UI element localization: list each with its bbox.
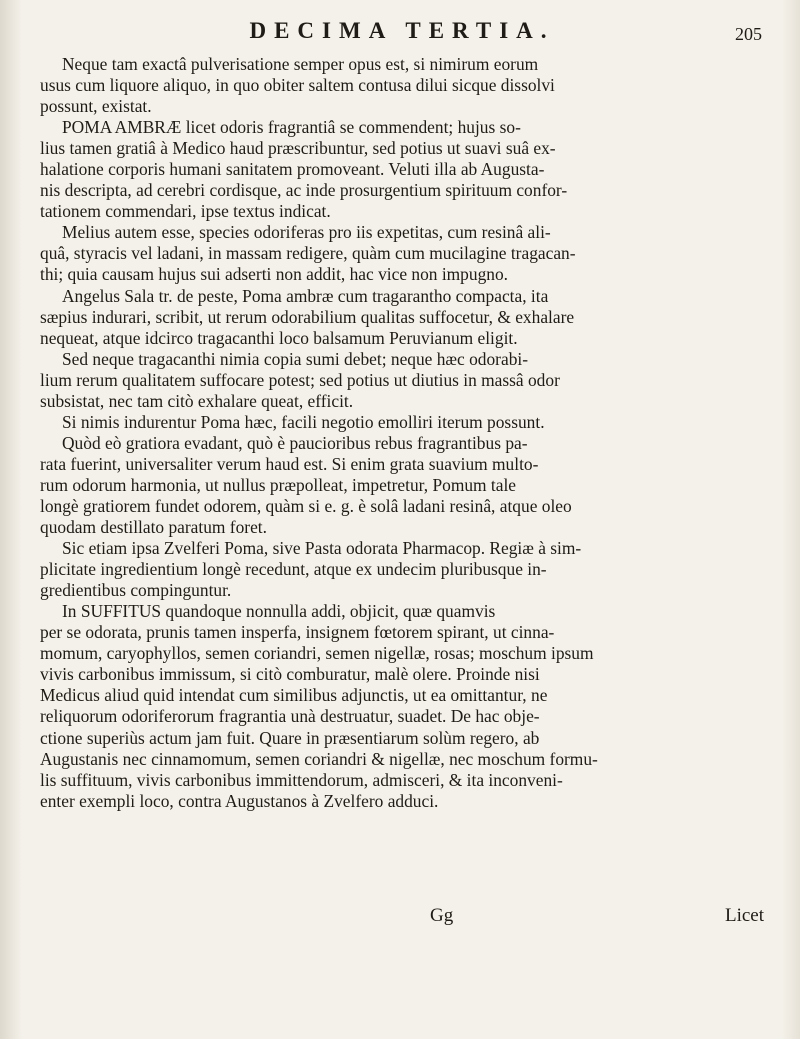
text-line: Sic etiam ipsa Zvelferi Poma, sive Pasta odorata Pharmacop. Regiæ à sim- [62, 538, 582, 559]
text-line: possunt, existat. [40, 96, 152, 117]
text-line: lis suffituum, vivis carbonibus immittendorum, admisceri, & ita inconveni- [40, 769, 563, 790]
text-line: per se odorata, prunis tamen insperfa, insignem fœtorem spirant, ut cinna- [40, 622, 555, 643]
text-line: lium rerum qualitatem suffocare potest; sed potius ut diutius in massâ odor [40, 369, 560, 390]
text-line: nis descripta, ad cerebri cordisque, ac inde prosurgentium spirituum confor- [40, 180, 568, 201]
text-line: thi; quia causam hujus sui adserti non addit, hac vice non impugno. [40, 264, 509, 285]
page-gutter-shadow [0, 0, 22, 1039]
text-line: Augustanis nec cinnamomum, semen coriandri & nigellæ, nec moschum formu- [40, 748, 598, 769]
text-line: reliquorum odoriferorum fragrantia unà destruatur, suadet. De hac obje- [40, 706, 540, 727]
text-line: Quòd eò gratiora evadant, quò è paucioribus rebus fragrantibus pa- [62, 432, 528, 453]
page-header [40, 14, 764, 52]
text-line: quâ, styracis vel ladani, in massam redigere, quàm cum mucilagine tragacan- [40, 243, 576, 264]
text-line: gredientibus compinguntur. [40, 580, 232, 601]
text-line: POMA AMBRÆ licet odoris fragrantiâ se commendent; hujus so- [62, 117, 521, 138]
text-line: momum, caryophyllos, semen coriandri, semen nigellæ, rosas; moschum ipsum [40, 643, 594, 664]
text-line: rata fuerint, universaliter verum haud est. Si enim grata suavium multo- [40, 453, 539, 474]
text-line: plicitate ingredientium longè recedunt, atque ex undecim pluribusque in- [40, 559, 547, 580]
text-line: Si nimis indurentur Poma hæc, facili negotio emolliri iterum possunt. [62, 411, 545, 432]
text-line: Sed neque tragacanthi nimia copia sumi debet; neque hæc odorabi- [62, 348, 529, 369]
page-edge-shadow [782, 0, 800, 1039]
page-footer [40, 905, 764, 935]
text-line: tationem commendari, ipse textus indicat. [40, 201, 331, 222]
text-line: In SUFFITUS quandoque nonnulla addi, objicit, quæ quamvis [62, 601, 496, 622]
text-line: Neque tam exactâ pulverisatione semper opus est, si nimirum eorum [62, 54, 539, 74]
running-head: DECIMA TERTIA. [249, 18, 555, 43]
text-line: vivis carbonibus immissum, si citò comburatur, malè olere. Proinde nisi [40, 664, 540, 685]
text-line: Melius autem esse, species odoriferas pro iis expetitas, cum resinâ ali- [62, 222, 551, 243]
catchword: Licet [724, 905, 764, 926]
text-line: quodam destillato paratum foret. [40, 517, 267, 538]
text-line: Medicus aliud quid intendat cum similibus adjunctis, ut ea omittantur, ne [40, 685, 548, 706]
text-line: rum odorum harmonia, ut nullus præpolleat, impetretur, Pomum tale [40, 474, 517, 495]
text-line: usus cum liquore aliquo, in quo obiter saltem contusa dilui sicque dissolvi [40, 75, 555, 96]
body-text [40, 54, 764, 812]
text-line: subsistat, nec tam citò exhalare queat, efficit. [40, 390, 354, 411]
text-line: sæpius indurari, scribit, ut rerum odorabilium qualitas suffocetur, & exhalare [40, 306, 575, 327]
text-line: longè gratiorem fundet odorem, quàm si e. g. è solâ ladani resinâ, atque oleo [40, 495, 572, 516]
signature-mark: Gg [430, 905, 454, 926]
text-line: ctione superiùs actum jam fuit. Quare in præsentiarum solùm regero, ab [40, 727, 540, 748]
text-line: lius tamen gratiâ à Medico haud præscribuntur, sed potius ut suavi suâ ex- [40, 138, 556, 159]
page-number: 205 [735, 24, 762, 44]
text-line: halatione corporis humani sanitatem promoveant. Veluti illa ab Augusta- [40, 159, 545, 180]
text-line: Angelus Sala tr. de peste, Poma ambræ cum tragarantho compacta, ita [62, 285, 549, 306]
text-line: nequeat, atque idcirco tragacanthi loco balsamum Peruvianum eligit. [40, 327, 518, 348]
text-line: enter exempli loco, contra Augustanos à Zvelfero adduci. [40, 790, 439, 811]
